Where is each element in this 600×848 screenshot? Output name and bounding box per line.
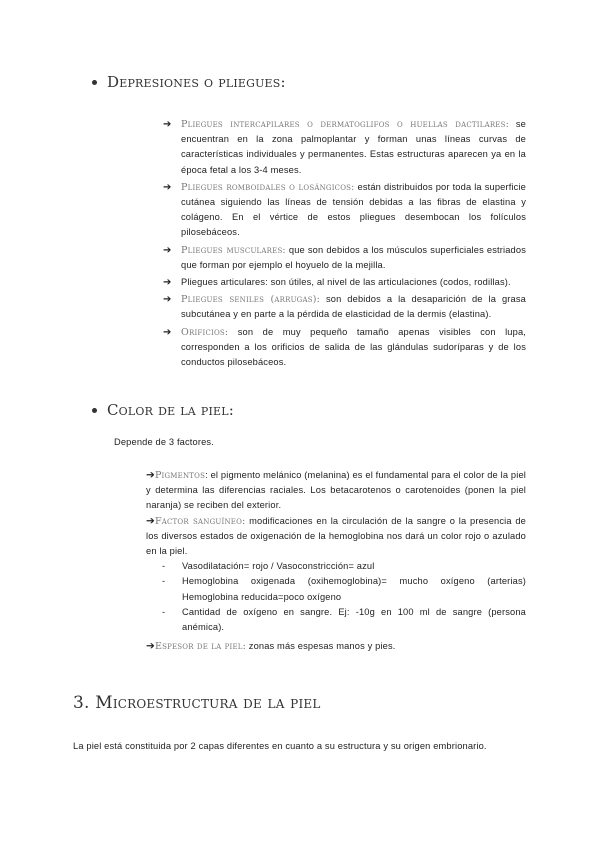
list-item: ➔ Pliegues romboidales o losángicos: están distribuidos por toda la superficie cutánea siguiendo las líneas de tensión debidas a las fibras de elastina y colágeno. En el vértice de estos pliegues desembocan los folículos pilosebáceos. <box>163 181 526 238</box>
intro-text: Depende de 3 factores. <box>114 437 214 447</box>
heading-depresiones <box>92 73 286 91</box>
factor-list <box>146 559 526 635</box>
list-item: - Vasodilatación= rojo / Vasoconstricción= azul <box>162 561 375 572</box>
heading-color-text: Color de la piel: <box>107 401 235 419</box>
microestructura-paragraph: La piel está constituida por 2 capas diferentes en cuanto a su estructura y su origen embrionario. <box>73 741 487 751</box>
heading-depresiones-text: Depresiones o pliegues: <box>107 73 286 91</box>
arrow-icon: ➔ <box>163 119 172 130</box>
list-item: ➔ Pliegues intercapilares o dermatoglifos o huellas dactilares: se encuentran en la zona palmoplantar y forman unas líneas curvas de características individuales y permanentes. Estas estructuras aparecen ya en la época fetal a los 3-4 meses. <box>163 119 526 175</box>
arrow-icon: ➔ <box>163 277 172 289</box>
list-item: ➔ Orificios: son de muy pequeño tamaño apenas visibles con lupa, corresponden a los orificios de salida de las glándulas sudoríparas y de los conductos pilosebáceos. <box>163 326 526 368</box>
list-item: - Hemoglobina oxigenada (oxihemoglobina)= mucho oxígeno (arterias) Hemoglobina reducida=poco oxígeno <box>162 576 526 602</box>
list-item: ➔ Pliegues articulares: son útiles, al nivel de las articulaciones (codos, rodillas). <box>163 275 526 290</box>
heading-microestructura: 3. Microestructura de la piel <box>73 693 321 713</box>
list-item: - Cantidad de oxígeno en sangre. Ej: -10g en 100 ml de sangre (persona anémica). <box>162 606 526 633</box>
bullet-icon <box>92 408 97 413</box>
arrow-icon: ➔ <box>163 294 172 306</box>
pliegues-list <box>163 117 526 372</box>
bullet-icon <box>92 80 97 85</box>
arrow-icon: ➔ <box>163 326 172 338</box>
list-item: ➔ Pliegues seniles (arrugas): son debidos a la desaparición de la grasa subcutánea y en parte a la pérdida de elasticidad de la dermis (elastina). <box>163 294 526 320</box>
heading-color <box>92 401 234 419</box>
arrow-icon: ➔ <box>146 469 155 481</box>
arrow-icon: ➔ <box>163 181 172 193</box>
arrow-icon: ➔ <box>146 640 155 653</box>
list-item: ➔ Pliegues musculares: que son debidos a los músculos superficiales estriados que forman por ejemplo el hoyuelo de la mejilla. <box>163 244 527 270</box>
espesor-paragraph: ➔Espesor de la piel: zonas más espesas manos y pies. <box>146 640 396 653</box>
arrow-icon: ➔ <box>146 514 155 527</box>
factor-paragraph: ➔Factor sanguíneo: modificaciones en la circulación de la sangre o la presencia de los diversos estados de oxigenación de la hemoglobina nos dará un color rojo o azulado en la piel. <box>146 514 526 557</box>
pigmentos-paragraph: ➔Pigmentos: el pigmento melánico (melanina) es el fundamental para el color de la piel y determina las diferencias raciales. Los betacarotenos o carotenoides (ponen la piel naranja) se reciben del exterior. <box>146 469 526 511</box>
color-factors <box>146 468 526 654</box>
arrow-icon: ➔ <box>163 244 172 256</box>
